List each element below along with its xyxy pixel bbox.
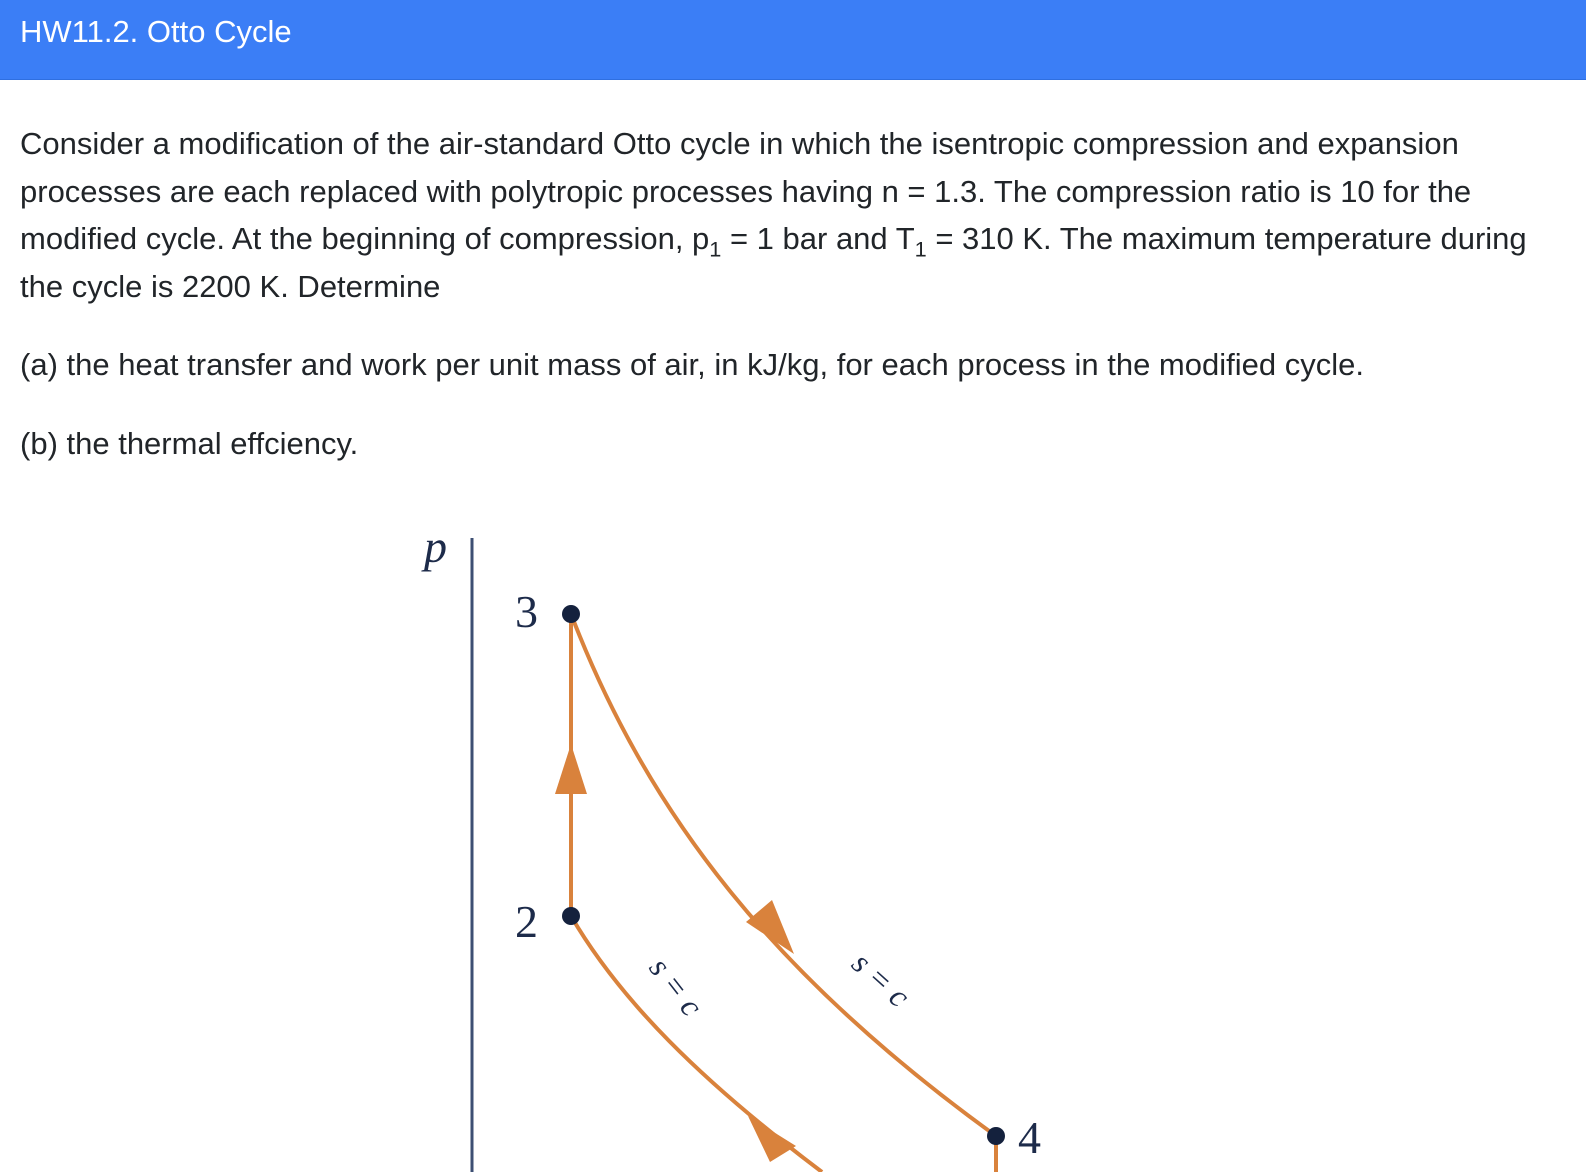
state-point-4 xyxy=(987,1127,1005,1145)
state-point-3 xyxy=(562,605,580,623)
compression-curve-label: s = c xyxy=(642,950,711,1023)
state-label-4: 4 xyxy=(1018,1112,1041,1163)
p1-subscript: 1 xyxy=(709,236,722,262)
process-2-3-arrow xyxy=(555,744,587,794)
process-1-2-curve xyxy=(571,916,822,1172)
intro-text-2: = 1 bar and T xyxy=(721,221,915,256)
process-3-4-arrow xyxy=(746,900,794,954)
page-header xyxy=(0,0,1586,80)
problem-content xyxy=(20,120,1566,467)
page-title: HW11.2. Otto Cycle xyxy=(20,14,292,49)
state-label-2: 2 xyxy=(515,896,538,947)
state-point-2 xyxy=(562,907,580,925)
process-1-2-arrow xyxy=(748,1116,796,1162)
pressure-axis-label: p xyxy=(424,521,447,572)
expansion-curve-label: s = c xyxy=(845,944,918,1015)
problem-statement xyxy=(20,120,1566,310)
t1-subscript: 1 xyxy=(914,236,927,262)
intro-text-1: Consider a modification of the air-standard Otto cycle in which the isentropic compression and expansion processes are each replaced with polytropic processes having n = 1.3. The compression ratio is 10 for the modified cycle. At the beginning of compression, p xyxy=(20,126,1472,256)
process-3-4-curve xyxy=(571,614,996,1136)
state-label-3: 3 xyxy=(515,586,538,637)
intro-text-3: = 310 K. The maximum temperature during the cycle is 2200 K. Determine xyxy=(20,221,1527,304)
question-part-b: (b) the thermal effciency. xyxy=(20,425,359,461)
question-part-a: (a) the heat transfer and work per unit mass of air, in kJ/kg, for each process in the modified cycle. xyxy=(20,347,1364,382)
